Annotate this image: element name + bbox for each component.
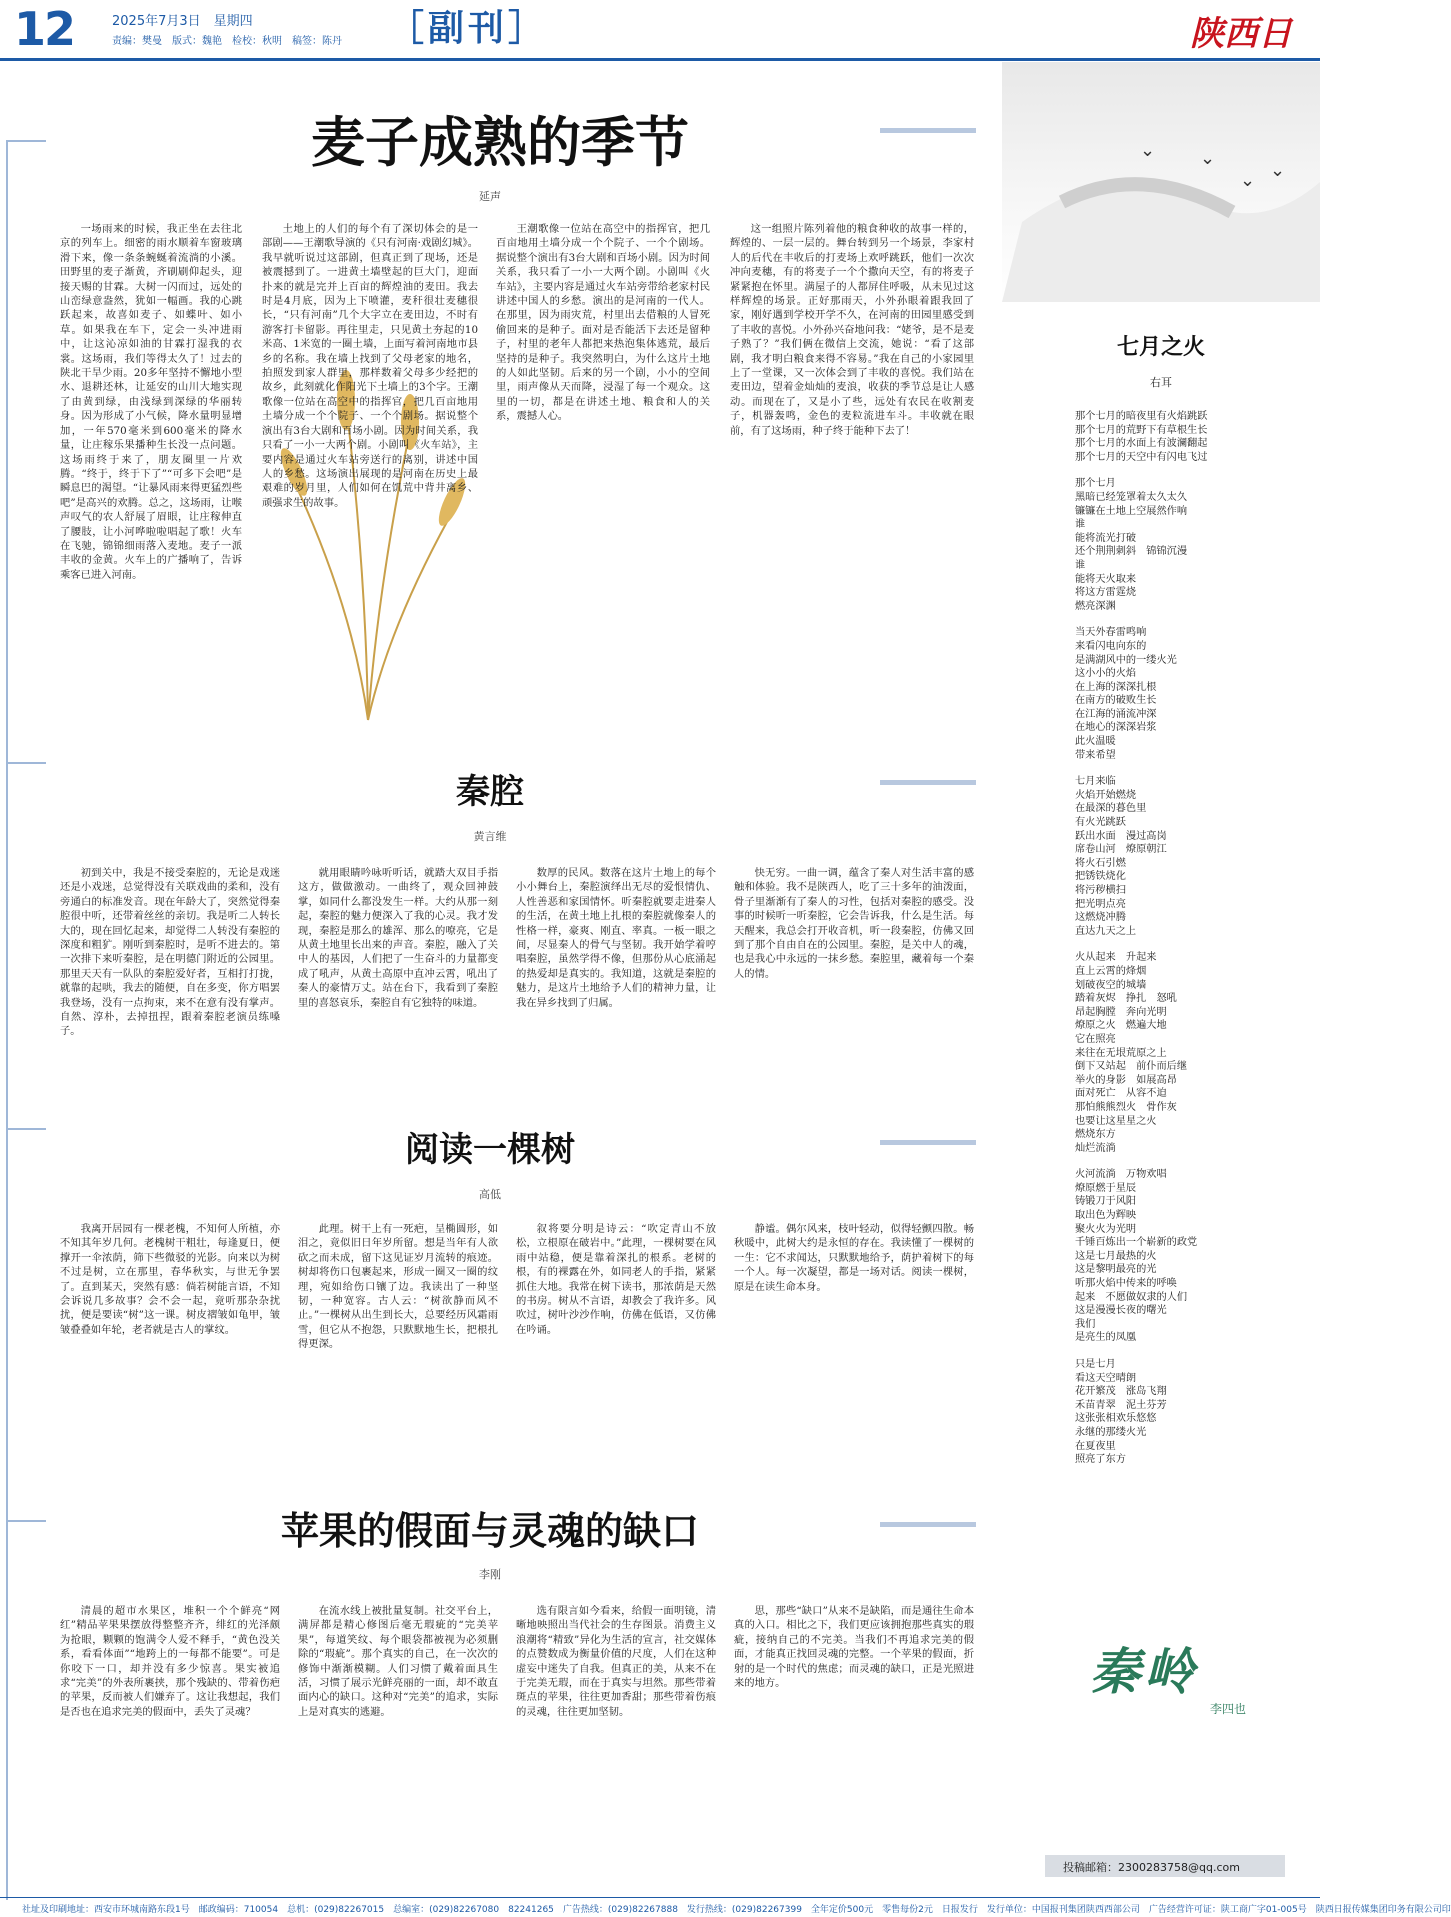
article-author: 黄言维 bbox=[473, 830, 507, 843]
poem-line: 跃出水面 漫过高岗 bbox=[1075, 830, 1167, 842]
poem-line: 在地心的深深岩浆 bbox=[1075, 722, 1157, 734]
article-column: 思，那些“缺口”从来不是缺陷，而是通往生命本真的入口。相比之下，我们更应该拥抱那些真实的瑕疵，接纳自己的不完美。当我们不再追求完美的假面，才能真正找回灵魂的完整。一个苹果的假面，折射的是一个时代的焦虑；而灵魂的缺口，正是光照进来的地方。 bbox=[734, 1605, 974, 1690]
newspaper-logo: 陕西日 bbox=[1190, 14, 1292, 54]
poem-line: 看这天空晴朗 bbox=[1075, 1372, 1137, 1384]
article-column: 王潮歌像一位站在高空中的指挥官，把几百亩地用土墙分成一个个院子、一个个剧场。据说整个演出有3台大剧和百场小剧。因为时间关系，我只看了一小一大两个剧。小剧叫《火车站》，主要内容是通过火车站旁带给老家村民讲述中国人的乡愁。演出的是河南的一代人。在那里，因为雨灾荒，村里出去借粮的人冒死偷回来的是种子。面对是否能活下去还是留种子，村里的老年人都把来热泡集体逃荒，最后坚持的是种子。我突然明白，为什么这片土地的人如此坚韧。后来的另一个剧，小小的空间里，雨声像从天而降，浸湿了每一个观众。这里的一切，都是在讲述土地、粮食和人的关系，震撼人心。 bbox=[496, 223, 710, 423]
ink-sky-illustration bbox=[1002, 62, 1320, 302]
poem-line: 直上云霄的烽烟 bbox=[1075, 965, 1147, 977]
title-bar bbox=[880, 1522, 976, 1527]
article-column: 此理。树干上有一死疤，呈椭圆形，如泪之，竟似旧日年岁所留。想是当年有人欲砍之而未成，留下这见证岁月流转的痕迹。树却将伤口包裹起来，形成一圈又一圈的纹理，宛如给伤口镶了边。我读出了一种坚韧，一种宽容。古人云：“树欲静而风不止。”一棵树从出生到长大，总要经历风霜雨雪，但它从不抱怨，只默默地生长，把根扎得更深。 bbox=[298, 1223, 498, 1351]
article-column: 数厚的民风。数落在这片土地上的每个小小舞台上，秦腔演绎出无尽的爱恨情仇、人性善恶和家国情怀。听秦腔就要走进秦人的生活，在黄土地上扎根的秦腔就像秦人的性格一样，豪爽、刚直、率真。一板一眼之间，尽显秦人的骨气与坚韧。我开始学着哼唱秦腔，虽然学得不像，但那份从心底涌起的热爱却是真实的。我知道，这就是秦腔的魅力，是这片土地给予人们的精神力量，让我在异乡找到了归属。 bbox=[516, 867, 716, 1009]
calligrapher-signature: 李四也 bbox=[1210, 1702, 1247, 1716]
poem-line: 把光明点亮 bbox=[1075, 898, 1126, 910]
poem-line: 席卷山河 燎原朝江 bbox=[1075, 844, 1167, 856]
poem-stanza bbox=[1075, 775, 1315, 938]
article-column: 在流水线上被批量复制。社交平台上，满屏都是精心修图后毫无瑕疵的“完美苹果”，每道笑纹、每个眼袋都被视为必须删除的“瑕疵”。那个真实的自己，在一次次的修饰中渐渐模糊。人们习惯了戴着面具生活，习惯了展示光鲜亮丽的一面，却不敢直面内心的缺口。这种对“完美”的追求，实际上是对真实的逃避。 bbox=[298, 1605, 498, 1718]
poem-line: 面对死亡 从容不迫 bbox=[1075, 1088, 1167, 1100]
article-title: 阅读一棵树 bbox=[405, 1130, 575, 1170]
poem-line: 此火温暖 bbox=[1075, 736, 1116, 748]
poem-line: 将这方雷霆烧 bbox=[1075, 587, 1137, 599]
poem-line: 花开繁茂 涨岛飞翔 bbox=[1075, 1386, 1167, 1398]
masthead-rule bbox=[0, 58, 1320, 61]
poem-line: 火从起来 升起来 bbox=[1075, 952, 1157, 964]
article-column: 清晨的超市水果区，堆积一个个鲜亮“网红”精品苹果果摆放得整整齐齐，绯红的光泽颇为抢眼，颗颗的饱满令人爱不释手，“黄色没关系，看看体面”“地跨上的一每都不能要”。可是你咬下一口，却并没有多少惊喜。果实被追求“完美”的外表所裹挟，那个残缺的、带着伤疤的苹果，反而被人们嫌弃了。这让我想起，我们是否也在追求完美的假面中，丢失了灵魂？ bbox=[60, 1605, 280, 1718]
poem-line: 昂起胸膛 奔向光明 bbox=[1075, 1006, 1167, 1018]
poem-line: 照亮了东方 bbox=[1075, 1454, 1126, 1466]
poem-line: 取出色为辉映 bbox=[1075, 1210, 1137, 1222]
poem-line: 踏着灰烬 挣扎 怒吼 bbox=[1075, 993, 1177, 1005]
poem-line: 能将流光打破 bbox=[1075, 532, 1137, 544]
poem-line: 在南方的破败生长 bbox=[1075, 695, 1157, 707]
poem-line: 那个七月的暗夜里有火焰跳跃 bbox=[1075, 411, 1208, 422]
poem-line: 燃烧东方 bbox=[1075, 1129, 1116, 1141]
poem-line: 铸锻刀于风阳 bbox=[1075, 1196, 1137, 1208]
poem-line: 禾苗青翠 泥土芬芳 bbox=[1075, 1399, 1167, 1411]
article-author: 李刚 bbox=[479, 1568, 501, 1581]
poem-line: 这是七月最热的火 bbox=[1075, 1250, 1157, 1262]
poem-line: 能将天火取来 bbox=[1075, 573, 1137, 585]
poem-line: 倒下又站起 前仆而后继 bbox=[1075, 1061, 1188, 1073]
poem-line: 在上海的深深扎根 bbox=[1075, 681, 1157, 693]
footer-info: 社址及印刷地址：西安市环城南路东段1号 邮政编码：710054 总机：(029)82267015 总编室：(029)82267080 82241265 广告热线：(029)82267888 发行热线：(029)82267399 全年定价500元 零售每份2元 日报发行 发行单位：中国报刊集团陕西西部公司 广告经营许可证：陕工商广字01-005号 陕西日报传媒集团印务有限公司印 bbox=[0, 1897, 1320, 1917]
poem-line: 黑暗已经笼罩着太久太久 bbox=[1075, 491, 1188, 503]
article-column: 就用眼睛吟咏听听话，就踏大双目手指这方，做做激动。一曲终了，观众回神鼓掌，如同什么都没发生一样。大约从那一刻起，秦腔的魅力便深入了我的心灵。我才发现，秦腔是那么的雄浑、那么的嘹亮，它是从黄土地里长出来的声音。秦腔，融入了关中人的基因，人们把了一生奋斗的力量都变成了吼声，从黄土高原中直冲云霄，吼出了秦人的豪情万丈。站在台下，我看到了秦腔里的喜怒哀乐，秦腔自有它独特的味道。 bbox=[298, 867, 498, 1009]
poem-line: 听那火焰中传来的呼唤 bbox=[1075, 1278, 1177, 1290]
rule-tick bbox=[6, 1128, 46, 1130]
poem-line: 谁 bbox=[1075, 559, 1086, 571]
poem-stanza bbox=[1075, 1168, 1315, 1345]
column-calligraphy: 秦岭 bbox=[1090, 1642, 1198, 1701]
poem-line: 这张张相欢乐悠悠 bbox=[1075, 1413, 1157, 1425]
poem-author: 右耳 bbox=[1150, 376, 1172, 389]
article-column: 静谧。偶尔风来，枝叶轻动，似得轻颤四散。畅秋暖中，此树大约是永恒的存在。我读懂了一棵树的一生：它不求闻达，只默默地给予，荫护着树下的每一个人。每一次凝望，都是一场对话。阅读一棵树，原是在读生命本身。 bbox=[734, 1223, 974, 1293]
poem-line: 举火的身影 如展高昂 bbox=[1075, 1074, 1177, 1086]
bird-icon: ⌄ bbox=[1240, 170, 1256, 191]
poem-title: 七月之火 bbox=[1116, 335, 1205, 360]
bird-icon: ⌄ bbox=[1200, 148, 1216, 169]
poem-stanza bbox=[1075, 1358, 1315, 1467]
left-margin-rule bbox=[6, 140, 8, 1900]
poem-line: 带来希望 bbox=[1075, 749, 1116, 761]
poem-line: 也要让这星星之火 bbox=[1075, 1115, 1157, 1127]
poem-line: 把锈铁烧化 bbox=[1075, 871, 1126, 883]
poem-line: 七月来临 bbox=[1075, 776, 1116, 788]
article-column: 初到关中，我是不接受秦腔的，无论是戏迷还是小戏迷，总觉得没有关联戏曲的柔和，没有旁通白的标准发音。现在年龄大了，突然觉得秦腔很中听，还带着丝丝的亲切。我是听二人转长大的，现在回忆起来，却觉得二人转没有秦腔的深度和粗犷。刚听到秦腔时，是听不进去的。第一次排下来听秦腔，是在明德门附近的公园里。那里天天有一队队的秦腔爱好者，互相打打拢，就靠的起哄，我去的随便，自在多变，你方唱罢我登场，没有一点拘束，来不在意有没有掌声。自然、淳朴，去掉扭捏，跟着秦腔老演员练嗓子。 bbox=[60, 867, 280, 1038]
bird-icon: ⌄ bbox=[1140, 140, 1156, 161]
poem-line: 有火光跳跃 bbox=[1075, 817, 1126, 829]
poem-line: 火河流淌 万物欢唱 bbox=[1075, 1169, 1167, 1181]
poem-stanza bbox=[1075, 477, 1315, 613]
poem-line: 这小小的火焰 bbox=[1075, 668, 1137, 680]
article-column: 我离开居园有一棵老槐，不知何人所植，亦不知其年岁几何。老槐树干粗壮，每逢夏日，便撑开一伞浓荫，筛下些微驳的光影。向来以为树不过是树，立在那里，春华秋实，与世无争罢了。直到某天，突然有感：倘若树能言语，不知会诉说几多故事？会不会一起，竟听那杂杂扰扰，便是要读“树”这一课。树皮褶皱如龟甲，皱皱叠叠如年轮，老者就是古人的掌纹。 bbox=[60, 1223, 280, 1336]
article-title: 苹果的假面与灵魂的缺口 bbox=[280, 1509, 699, 1553]
poem-line: 千锤百炼出一个崭新的政党 bbox=[1075, 1237, 1198, 1249]
poem-line: 那个七月的水面上有波澜翻起 bbox=[1075, 438, 1208, 450]
poem-line: 在夏夜里 bbox=[1075, 1440, 1116, 1452]
editors-credit: 责编：樊曼 版式：魏艳 检校：秋明 稿签：陈丹 bbox=[112, 36, 342, 47]
rule-tick bbox=[6, 1520, 46, 1522]
page-number: 12 bbox=[14, 2, 75, 56]
poem-line: 火焰开始燃烧 bbox=[1075, 789, 1137, 801]
poem-line: 灿烂流淌 bbox=[1075, 1142, 1116, 1154]
poem-stanza bbox=[1075, 626, 1315, 762]
poem-line: 是亮生的凤凰 bbox=[1075, 1332, 1137, 1344]
poem-stanza bbox=[1075, 951, 1315, 1155]
poem-line: 这是漫漫长夜的曙光 bbox=[1075, 1305, 1167, 1317]
poem-line: 那个七月 bbox=[1075, 478, 1116, 490]
article-author: 延声 bbox=[479, 190, 501, 203]
article-title: 麦子成熟的季节 bbox=[311, 111, 689, 174]
article-column: 快无穷。一曲一调，蕴含了秦人对生活丰富的感触和体验。我不是陕西人，吃了三十多年的油泼面，骨子里渐渐有了秦人的习性，包括对秦腔的感受。没事的时候听一听秦腔，它会告诉我，什么是生活。每天醒来，我总会打开收音机，听一段秦腔，仿佛又回到了那个自由自在的公园里。秦腔，是关中人的魂，也是我心中永远的一抹乡愁。秦腔里，藏着每一个秦人的情。 bbox=[734, 867, 974, 980]
poem-line: 起来 不愿做奴隶的人们 bbox=[1075, 1291, 1188, 1303]
poem-line: 是满湖风中的一缕火光 bbox=[1075, 654, 1177, 666]
poem-line: 那个七月的荒野下有草根生长 bbox=[1075, 424, 1208, 436]
poem-stanza bbox=[1075, 410, 1315, 464]
section-title: ［副刊］ bbox=[388, 8, 549, 49]
poem-line: 燎原之火 燃遍大地 bbox=[1075, 1020, 1167, 1032]
article-column: 土地上的人们的每个有了深切体会的是一部剧——王潮歌导演的《只有河南·戏剧幻城》。我早就听说过这部剧，但真正到了现场，还是被震撼到了。一进黄土墙壁起的巨大门，迎面扑来的就是完并上百亩的辉煌油的麦田。我去时是4月底，因为上下喷灌，麦秆很壮麦穗很长，“只有河南”几个大字立在麦田边，不时有游客打卡留影。再往里走，只见黄土夯起的10米高、1米宽的一圈土墙，上面写着河南地市县乡的名称。我在墙上找到了父母老家的地名，拍照发到家人群里，那样数着父母多少经把的故乡，此刻就化作阳光下土墙上的3个字。王潮歌像一位站在高空中的指挥官，把几百亩地用土墙分成一个个院子、一个个剧场。据说整个演出有3台大剧和百场小剧。因为时间关系，我只看了一小一大两个剧。小剧叫《火车站》，主要内容是通过火车站旁送行的离别，讲述中国人的乡愁。这场演出展现的是河南在历史上最艰难的岁月里，人们如何在饥荒中背井离乡、顽强求生的故事。 bbox=[262, 223, 478, 509]
rule-tick bbox=[6, 140, 46, 142]
submission-email: 投稿邮箱：2300283758@qq.com bbox=[1045, 1855, 1285, 1877]
poem-line: 在最深的暮色里 bbox=[1075, 803, 1147, 815]
rule-tick bbox=[6, 762, 46, 764]
poem-line: 还个荆荆刺斜 锦锦沉漫 bbox=[1075, 546, 1188, 558]
article-author: 高低 bbox=[479, 1188, 501, 1201]
poem-line: 将污秽横扫 bbox=[1075, 885, 1126, 896]
poem-body bbox=[1075, 410, 1315, 1480]
poem-line: 那怕熊熊烈火 骨作灰 bbox=[1075, 1101, 1177, 1113]
article-title: 秦腔 bbox=[456, 772, 524, 812]
title-bar bbox=[880, 128, 976, 133]
article-column: 这一组照片陈列着他的粮食种收的故事一样的，辉煌的、一层一层的。舞台转到另一个场景，李家村人的后代在丰收后的打麦场上欢呼跳跃，他们一次次冲向麦穗，有的将麦子一个个撒向天空，有的将麦子紧紧抱在怀里。满屋子的人都屏住呼吸，从未见过这样辉煌的场景。正好那雨天，小外孙眼着跟我回了家，刚好遇到学校开学不久，在河南的田园里感受到了丰收的喜悦。小外孙兴奋地问我：“姥爷，是不是麦子熟了？”我们俩在微信上交流，她说：“看了这部剧，我才明白粮食来得不容易。”我在自己的小家园里上了一堂课，又一次体会到了丰收的喜悦。我们站在麦田边，望着金灿灿的麦浪，收获的季节总是让人感动。而现在了，又是小了些，远处有农民在收割麦子，机器轰鸣，金色的麦粒流进车斗。丰收就在眼前，有了这场雨，种子终于能种下去了！ bbox=[730, 223, 974, 437]
article-column: 选有限言如今看来，给假一面明镜，清晰地映照出当代社会的生存图景。消费主义浪潮将“精致”异化为生活的宣言，社交媒体的点赞数成为衡量价值的尺度，人们在这种虚妄中迷失了自我。但真正的美，从来不在于完美无瑕，而在于真实与坦然。那些带着斑点的苹果，往往更加香甜；那些带着伤痕的灵魂，往往更加坚韧。 bbox=[516, 1605, 716, 1718]
dateline: 2025年7月3日 星期四 bbox=[112, 14, 253, 29]
poem-line: 燃亮深渊 bbox=[1075, 600, 1116, 612]
poem-line: 我们 bbox=[1075, 1318, 1096, 1330]
poem-line: 来往在无垠荒原之上 bbox=[1075, 1047, 1167, 1059]
poem-line: 当天外春雷鸣响 bbox=[1075, 627, 1147, 639]
title-bar bbox=[880, 780, 976, 785]
masthead bbox=[0, 0, 1320, 62]
poem-line: 只是七月 bbox=[1075, 1359, 1116, 1370]
poem-line: 直达九天之上 bbox=[1075, 925, 1137, 937]
poem-line: 这是黎明最亮的光 bbox=[1075, 1264, 1157, 1276]
poem-line: 永继的那缕火光 bbox=[1075, 1426, 1147, 1438]
poem-line: 它在照亮 bbox=[1075, 1033, 1116, 1045]
article-column: 一场雨来的时候，我正坐在去往北京的列车上。细密的雨水顺着车窗玻璃滑下来，像一条条蜿蜒着流淌的小溪。田野里的麦子渐黄，齐刷刷仰起头，迎接天赐的甘霖。大树一闪而过，远处的山峦绿意盎然，犹如一幅画。我的心跳跃起来，故喜如麦子、如蝶叶、如小草。如果我在车下，定会一头冲进雨中，让这沁凉如油的甘霖打湿我的衣裳。这场雨，我们等得太久了！过去的陕北干旱少雨。20多年坚持不懈地小型水、退耕还林，让延安的山川大地实现了由黄到绿，由浅绿到深绿的华丽转身。因为形成了小气候，降水量明显增加，一年570毫米到600毫米的降水量，让庄稼乐果播种生长没一点问题。这场雨终于来了，朋友圈里一片欢腾。“终于，终于下了”“可多下会吧”是瞬息巴的渴望。“让暴风雨来得更猛烈些吧”是高兴的欢腾。总之，这场雨，让喉声叹气的农人舒展了眉眼，让庄稼伸直了腰肢，让小河哗啦啦唱起了歌！火车在飞驰，锦锦细雨落入麦地。麦子一派丰收的金黄。火车上的广播响了，告诉乘客已进入河南。 bbox=[60, 223, 242, 581]
poem-line: 谁 bbox=[1075, 519, 1086, 531]
bird-icon: ⌄ bbox=[1270, 160, 1286, 181]
poem-line: 将火石引燃 bbox=[1075, 857, 1126, 869]
poem-line: 镰镰在土地上空展然作响 bbox=[1075, 505, 1188, 517]
poem-line: 来看闪电向东的 bbox=[1075, 640, 1147, 652]
poem-line: 燎原燃于星辰 bbox=[1075, 1182, 1137, 1194]
poem-line: 那个七月的天空中有闪电飞过 bbox=[1075, 451, 1208, 463]
poem-line: 在江海的涌流冲深 bbox=[1075, 708, 1157, 720]
title-bar bbox=[880, 1140, 976, 1145]
poem-line: 聚火火为光明 bbox=[1075, 1223, 1137, 1235]
poem-line: 划破夜空的城墙 bbox=[1075, 979, 1147, 991]
article-column: 叙将要分明是诗云：“吹定青山不放松，立根原在破岩中。”此理，一棵树要在风雨中站稳，便是靠着深扎的根系。老树的根，有的裸露在外，如同老人的手指，紧紧抓住大地。我常在树下读书，那浓荫是天然的书房。树从不言语，却教会了我许多。风吹过，树叶沙沙作响，仿佛在低语，又仿佛在吟诵。 bbox=[516, 1223, 716, 1336]
poem-line: 这燃烧冲腾 bbox=[1075, 912, 1126, 924]
